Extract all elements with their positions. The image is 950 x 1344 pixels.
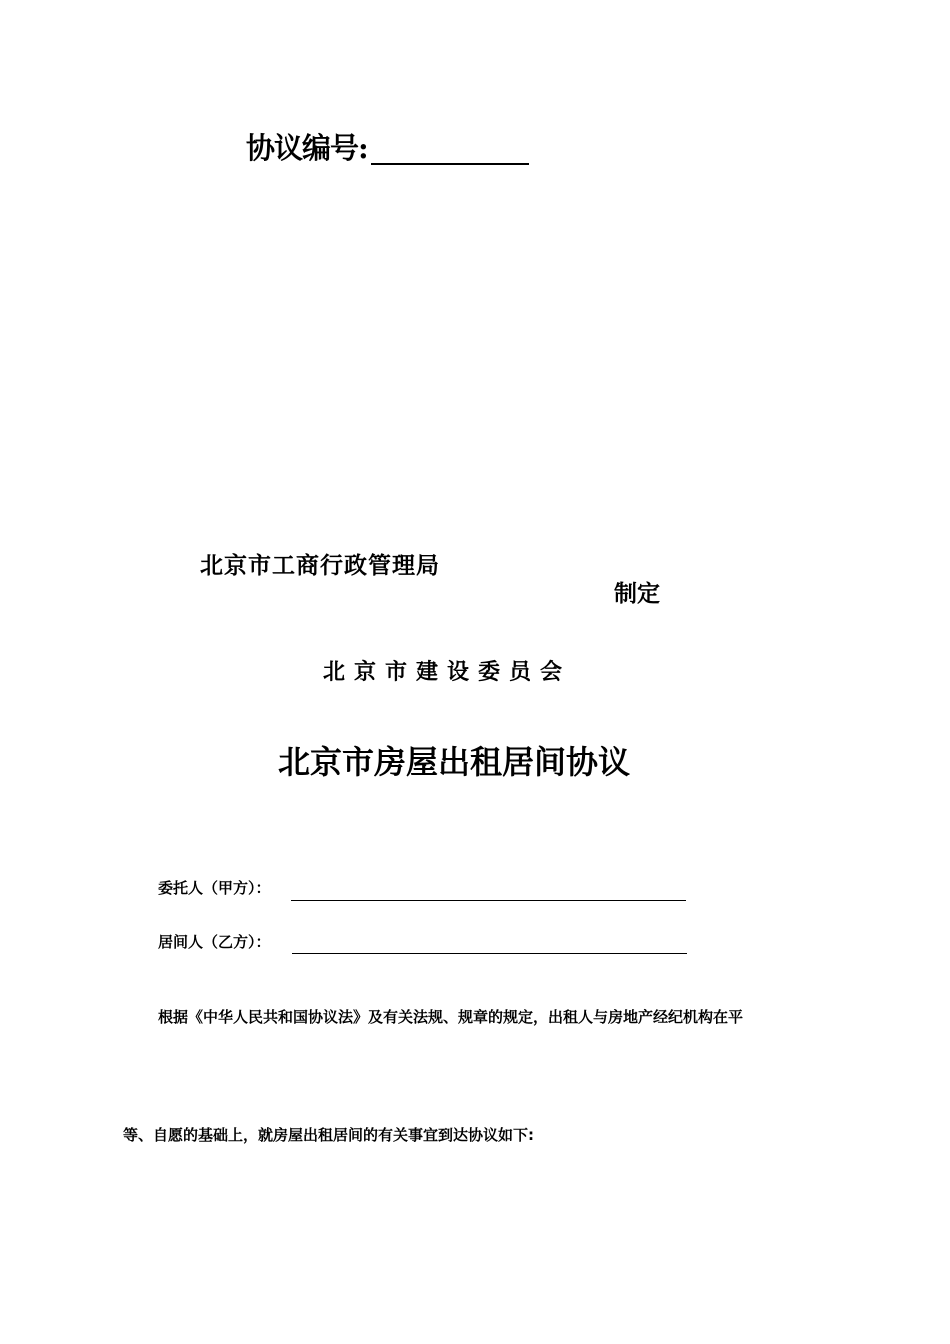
agreement-number-blank — [371, 163, 529, 165]
agreement-number-label: 协议编号: — [246, 131, 368, 165]
party-a-blank — [291, 900, 686, 901]
party-b-label: 居间人（乙方）： — [158, 933, 271, 951]
document-title: 北京市房屋出租居间协议 — [278, 743, 631, 781]
issuer-construction-commission: 北京市建设委员会 — [323, 659, 572, 685]
body-paragraph-1: 根据《中华人民共和国协议法》及有关法规、规章的规定，出租人与房地产经纪机构在平 — [158, 1008, 744, 1026]
issuer-industry-commerce-bureau: 北京市工商行政管理局 — [200, 552, 440, 579]
party-a-label: 委托人（甲方）： — [158, 879, 271, 897]
issued-label: 制定 — [614, 580, 660, 607]
party-b-blank — [292, 953, 687, 954]
body-paragraph-2: 等、自愿的基础上，就房屋出租居间的有关事宜到达协议如下: — [123, 1126, 535, 1144]
